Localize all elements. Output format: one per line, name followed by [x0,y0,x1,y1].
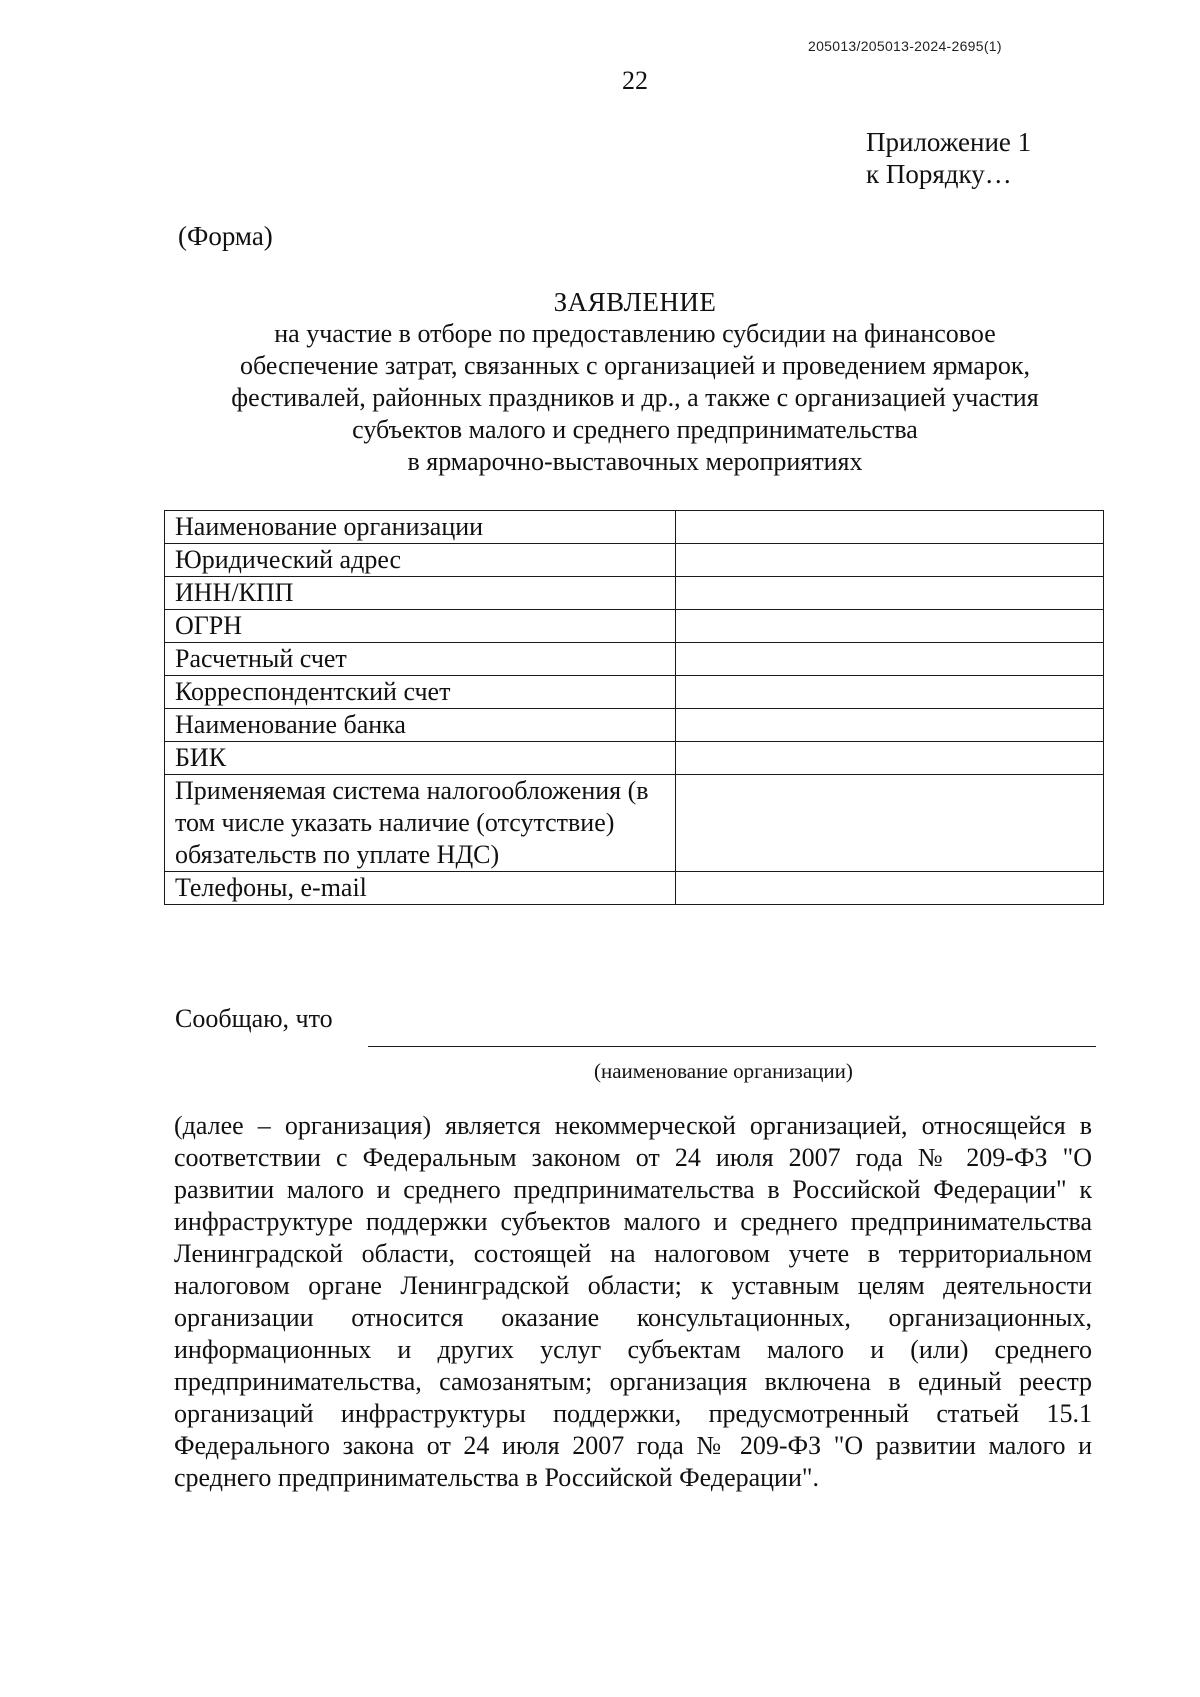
statement-paragraph: (далее – организация) является некоммерческой организацией, относящейся в соответствии с Федеральным законом от 24 июля 2007 года № 209-ФЗ "О развитии малого и среднего предпринимательства в Российской Федерации" к инфраструктуре поддержки субъектов малого и среднего предпринимательства Ленинградской области, состоящей на налоговом учете в территориальном налоговом органе Ленинградской области; к уставным целям деятельности организации относится оказание консультационных, организационных, информационных и других услуг субъектам малого и (или) среднего предпринимательства, самозанятым; организация включена в единый реестр организаций инфраструктуры поддержки, предусмотренный статьей 15.1 Федерального закона от 24 июля 2007 года № 209-ФЗ "О развитии малого и среднего предпринимательства в Российской Федерации". [174,1111,1092,1492]
page-number: 22 [622,66,648,95]
subtitle-line: в ярмарочно-выставочных мероприятиях [407,447,863,476]
field-value-bik[interactable] [676,742,1104,775]
table-row [165,511,1104,544]
table-row [165,742,1104,775]
field-label-ogrn: ОГРН [165,610,676,643]
fill-line-caption: (наименование организации) [594,1059,853,1083]
subtitle-line: фестивалей, районных праздников и др., а также с организацией участия [231,383,1039,412]
field-label-organization-name: Наименование организации [165,511,676,544]
field-value-settlement-account[interactable] [676,643,1104,676]
field-value-phones-email[interactable] [676,872,1104,905]
field-label-bank-name: Наименование банка [165,709,676,742]
appendix-line-1: Приложение 1 [866,127,1032,157]
field-label-inn-kpp: ИНН/КПП [165,577,676,610]
table-row [165,577,1104,610]
table-row [165,544,1104,577]
form-label: (Форма) [178,221,273,251]
field-value-correspondent-account[interactable] [676,676,1104,709]
field-value-inn-kpp[interactable] [676,577,1104,610]
field-value-bank-name[interactable] [676,709,1104,742]
organization-details-table [164,510,1104,905]
field-label-correspondent-account: Корреспондентский счет [165,676,676,709]
field-label-legal-address: Юридический адрес [165,544,676,577]
field-label-settlement-account: Расчетный счет [165,643,676,676]
table-row [165,872,1104,905]
subtitle-line: на участие в отборе по предоставлению субсидии на финансовое [274,319,996,348]
report-intro: Сообщаю, что [175,1004,333,1033]
field-label-tax-system: Применяемая система налогообложения (в том числе указать наличие (отсутствие) обязательств по уплате НДС) [165,775,676,872]
appendix-line-2: к Порядку… [866,159,1012,189]
title-block [160,286,1110,478]
appendix-reference [866,126,1031,190]
table-row [165,775,1104,872]
table-row [165,643,1104,676]
document-title: ЗАЯВЛЕНИЕ [553,287,717,317]
field-value-legal-address[interactable] [676,544,1104,577]
table-row [165,676,1104,709]
field-label-phones-email: Телефоны, e-mail [165,872,676,905]
document-id: 205013/205013-2024-2695(1) [808,38,1002,54]
field-value-ogrn[interactable] [676,610,1104,643]
field-value-tax-system[interactable] [676,775,1104,872]
table-row [165,610,1104,643]
subtitle-line: субъектов малого и среднего предпринимательства [352,415,918,444]
field-value-organization-name[interactable] [676,511,1104,544]
subtitle-line: обеспечение затрат, связанных с организацией и проведением ярмарок, [240,351,1030,380]
organization-name-fill-line[interactable] [368,1046,1096,1047]
table-row [165,709,1104,742]
field-label-bik: БИК [165,742,676,775]
